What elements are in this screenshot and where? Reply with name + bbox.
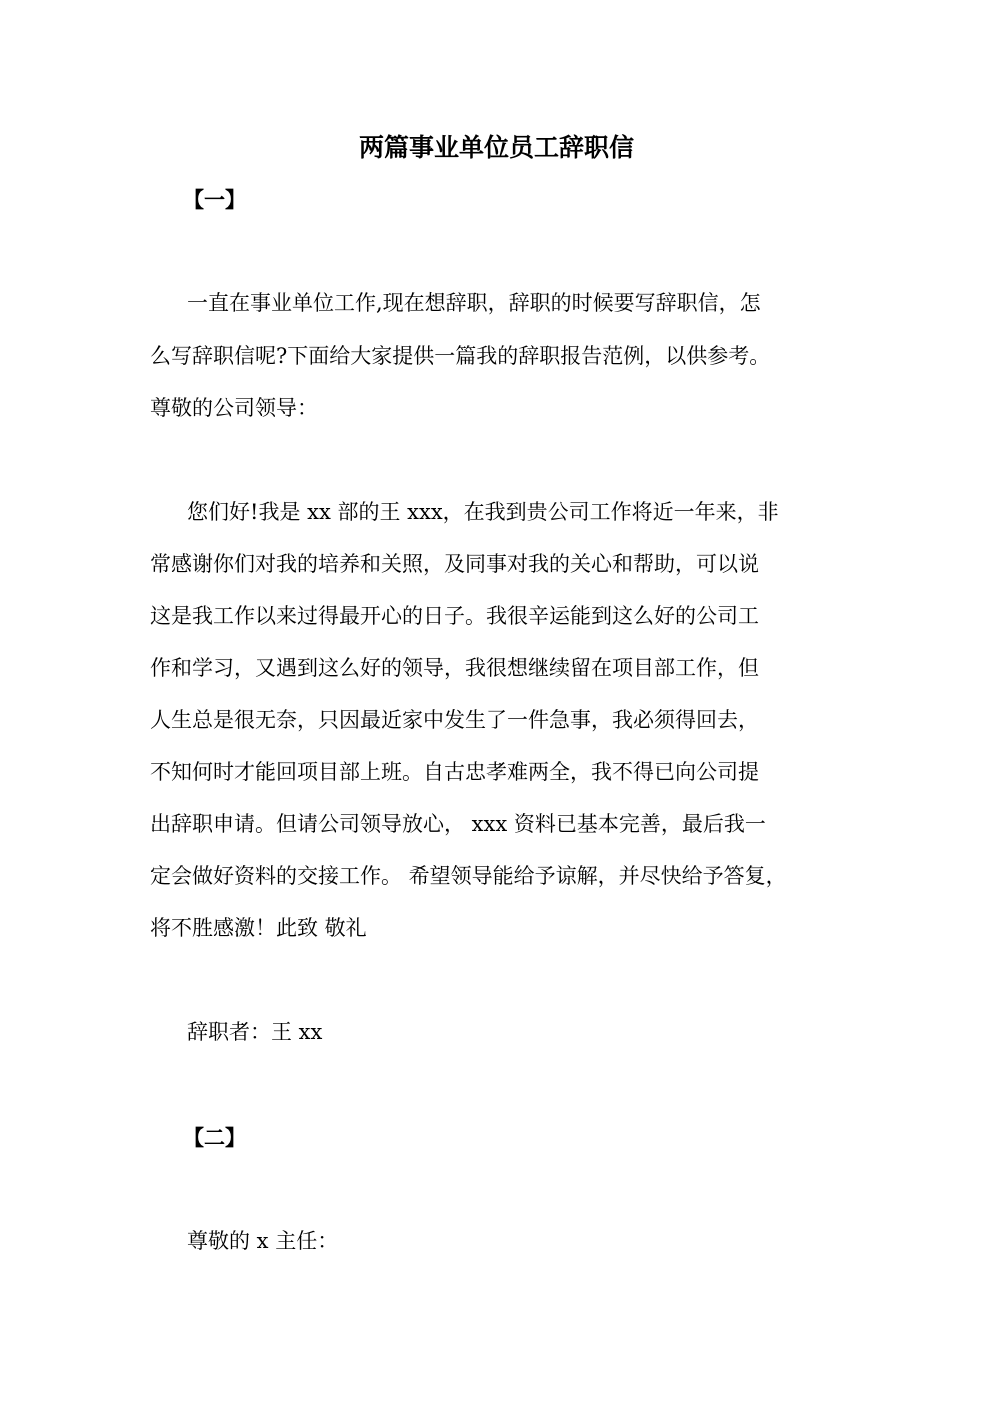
body-line-2: 常感谢你们对我的培养和关照，及同事对我的关心和帮助，可以说	[150, 552, 759, 576]
intro-line-1: 一直在事业单位工作,现在想辞职，辞职的时候要写辞职信，怎	[187, 291, 761, 315]
intro-line-2: 么写辞职信呢?下面给大家提供一篇我的辞职报告范例，以供参考。	[150, 344, 771, 368]
section-heading-1: 【一】	[183, 187, 246, 212]
salutation: 尊敬的公司领导：	[150, 396, 318, 420]
greeting-line: 尊敬的 x 主任：	[187, 1229, 339, 1253]
body-line-5: 人生总是很无奈，只因最近家中发生了一件急事，我必须得回去，	[150, 708, 759, 732]
body-line-7: 出辞职申请。但请公司领导放心， xxx 资料已基本完善，最后我一	[150, 812, 766, 836]
body-line-6: 不知何时才能回项目部上班。自古忠孝难两全，我不得已向公司提	[150, 760, 759, 784]
body-line-3: 这是我工作以来过得最开心的日子。我很辛运能到这么好的公司工	[150, 604, 759, 628]
body-line-1: 您们好!我是 xx 部的王 xxx，在我到贵公司工作将近一年来，非	[187, 500, 779, 524]
document-title: 两篇事业单位员工辞职信	[358, 133, 634, 162]
body-line-9: 将不胜感激！此致 敬礼	[150, 916, 367, 940]
body-line-8: 定会做好资料的交接工作。 希望领导能给予谅解，并尽快给予答复，	[150, 864, 787, 888]
section-heading-2: 【二】	[183, 1125, 246, 1150]
signature-line: 辞职者：王 xx	[187, 1020, 323, 1044]
body-line-4: 作和学习，又遇到这么好的领导，我很想继续留在项目部工作，但	[150, 656, 759, 680]
